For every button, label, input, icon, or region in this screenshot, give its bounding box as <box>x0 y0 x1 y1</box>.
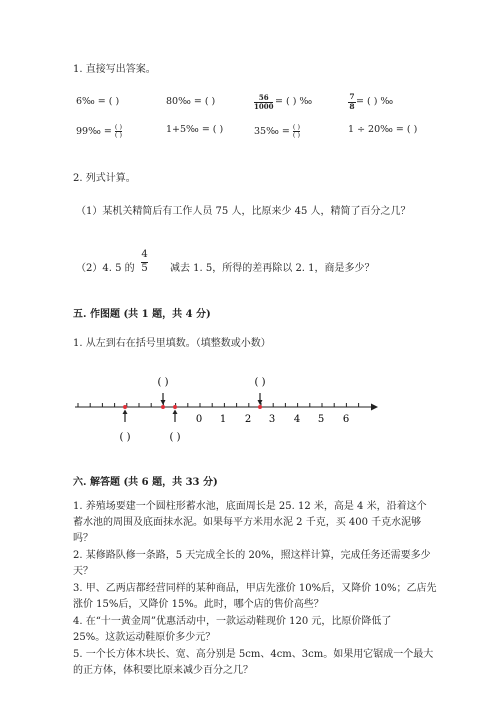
problem-2-2-post: 减去 1. 5，所得的差再除以 2. 1，商是多少？ <box>170 263 375 274</box>
q-99-permille: 99‰ = $\frac{( )}{( )}$ <box>76 123 122 140</box>
marker-point-a <box>123 405 127 409</box>
fraction-56-1000 <box>254 94 273 111</box>
fraction-4-5: 4 5 <box>141 249 148 274</box>
section5-heading: 五. 作图题 (共 1 题，共 4 分) <box>73 309 211 320</box>
problem-text-line: 涨价 15%后，又降价 15%。此时，哪个店的售价高些？ <box>73 599 324 610</box>
fraction-numerator: 56 <box>258 93 269 102</box>
marker-point-b <box>161 405 165 409</box>
q-6-permille: 6‰ = ( ) <box>76 96 120 107</box>
tick-label: 1 <box>219 414 227 425</box>
marker-point-c <box>173 405 177 409</box>
problem-2-2-pre: （2）4. 5 的 <box>76 263 135 274</box>
tick-label: 6 <box>342 414 350 425</box>
problem-text-line: 1. 养殖场要建一个圆柱形蓄水池，底面周长是 25. 12 米，高是 4 米，沿着这个 <box>73 501 427 512</box>
tick-label: 0 <box>195 414 203 425</box>
blank-fraction: $\frac{( )}{( )}$ <box>292 123 300 140</box>
section1-title: 1. 直接写出答案。 <box>73 64 156 75</box>
section6-heading: 六. 解答题 (共 6 题，共 33 分) <box>73 477 218 488</box>
marker-point-d <box>258 405 262 409</box>
arrowhead-down-b <box>161 400 166 405</box>
arrowhead-up-c <box>173 410 178 415</box>
tick-label: 5 <box>317 414 325 425</box>
arrowhead-down-d <box>258 400 263 405</box>
number-line-arrowhead <box>371 404 378 411</box>
problem-text-line: 蓄水池的周围及底面抹水泥。如果每平方米用水泥 2 千克，买 400 千克水泥够 <box>73 517 422 528</box>
arrowhead-up-a <box>123 410 128 415</box>
q-7-8-rest: = ( ) ‰ <box>356 96 394 107</box>
q-35-permille: 35‰ = $\frac{( )}{( )}$ <box>254 123 300 140</box>
blank-above-d: ( ) <box>254 377 266 388</box>
problem-2-1: （1）某机关精简后有工作人员 75 人，比原来少 45 人，精简了百分之几？ <box>76 206 411 217</box>
q-1-div-20-permille: 1 ÷ 20‰ = ( ) <box>348 124 418 135</box>
problem-text-line: 4. 在“十一黄金周”优惠活动中，一款运动鞋现价 120 元，比原价降低了 <box>73 616 392 627</box>
blank-below-a: ( ) <box>119 432 131 443</box>
fraction-denominator: 8 <box>349 101 355 111</box>
problem-text-line: 25%。这款运动鞋原价多少元？ <box>73 632 216 643</box>
fraction-numerator: 7 <box>349 92 355 101</box>
blank-below-c: ( ) <box>169 432 181 443</box>
number-line-figure <box>65 370 395 450</box>
problem-text-line: 吗？ <box>73 533 93 544</box>
fraction-denominator: 1000 <box>254 102 274 112</box>
q-1-plus-5-permille: 1+5‰ = ( ) <box>166 124 224 135</box>
fraction-7-8 <box>348 93 356 111</box>
q-56-1000-rest: = ( ) ‰ <box>275 96 313 107</box>
blank-above-b: ( ) <box>157 377 169 388</box>
problem-text-line: 3. 甲、乙两店都经营同样的某种商品，甲店先涨价 10%后，又降价 10%；乙店先 <box>73 583 437 594</box>
tick-label: 3 <box>268 414 276 425</box>
problem-text-line: 2. 某修路队修一条路，5 天完成全长的 20%，照这样计算，完成任务还需要多少 <box>73 550 431 561</box>
q-80-permille: 80‰ = ( ) <box>166 96 216 107</box>
problem-text-line: 天？ <box>73 566 93 577</box>
problem-text-line: 5. 一个长方体木块长、宽、高分别是 5cm、4cm、3cm。如果用它锯成一个最大 <box>73 649 434 660</box>
tick-label: 4 <box>293 414 301 425</box>
section5-q1: 1. 从左到右在括号里填数。（填整数或小数） <box>73 338 271 349</box>
section2-title: 2. 列式计算。 <box>73 173 136 184</box>
problem-text-line: 的正方体，体积要比原来减少百分之几？ <box>73 665 253 676</box>
blank-fraction: $\frac{( )}{( )}$ <box>114 123 122 140</box>
tick-label: 2 <box>244 414 252 425</box>
